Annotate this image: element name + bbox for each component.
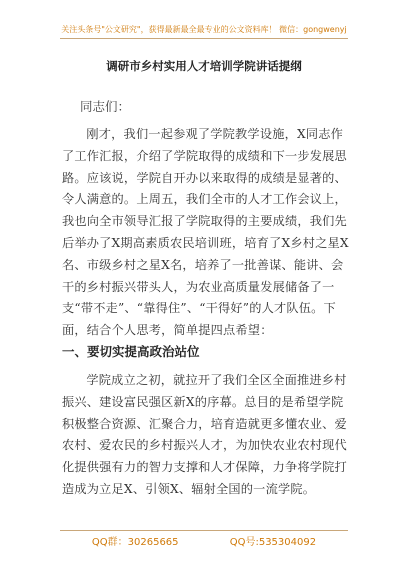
paragraph-intro: 刚才，我们一起参观了学院教学设施，X同志作了工作汇报，介绍了学院取得的成绩和下一步发展思路。应该说，学院自开办以来取得的成绩是显著的、令人满意的。上周五，我们全市的人才工作会议上，我也向全市领导汇报了学院取得的主要成绩，我们先后举办了X期高素质农民培训班，培育了X乡村之星X名、市级乡村之星X名，培养了一批善谋、能讲、会干的乡村振兴带头人，为农业高质量发展储备了一支“带不走”、“靠得住”、“干得好”的人才队伍。下面，结合个人思考，简单提四点希望： — [62, 127, 349, 338]
footer-divider — [60, 530, 348, 531]
section-heading-1: 一、要切实提高政治站位 — [62, 344, 200, 359]
header-divider — [60, 38, 348, 39]
footer-qq-group: QQ群：30265665 — [91, 537, 179, 548]
header-banner: 关注头条号"公文研究"，获得最新最全最专业的公文资料库！ 微信：gongwenyj — [61, 25, 347, 34]
document-title: 调研市乡村实用人才培训学院讲话提纲 — [106, 59, 302, 73]
paragraph-section-1: 学院成立之初，就拉开了我们全区全面推进乡村振兴、建设富民强区新X的序幕。总目的是希望学院积极整合资源、汇聚合力，培育造就更多懂农业、爱农村、爱农民的乡村振兴人才，为加快农业农村现代化提供强有力的智力支撑和人才保障，力争将学院打造成为立足X、引领X、辐射全国的一流学院。 — [62, 373, 347, 496]
salutation: 同志们： — [80, 99, 131, 114]
footer — [0, 533, 408, 548]
footer-qq-number: QQ号:535304092 — [229, 537, 317, 548]
